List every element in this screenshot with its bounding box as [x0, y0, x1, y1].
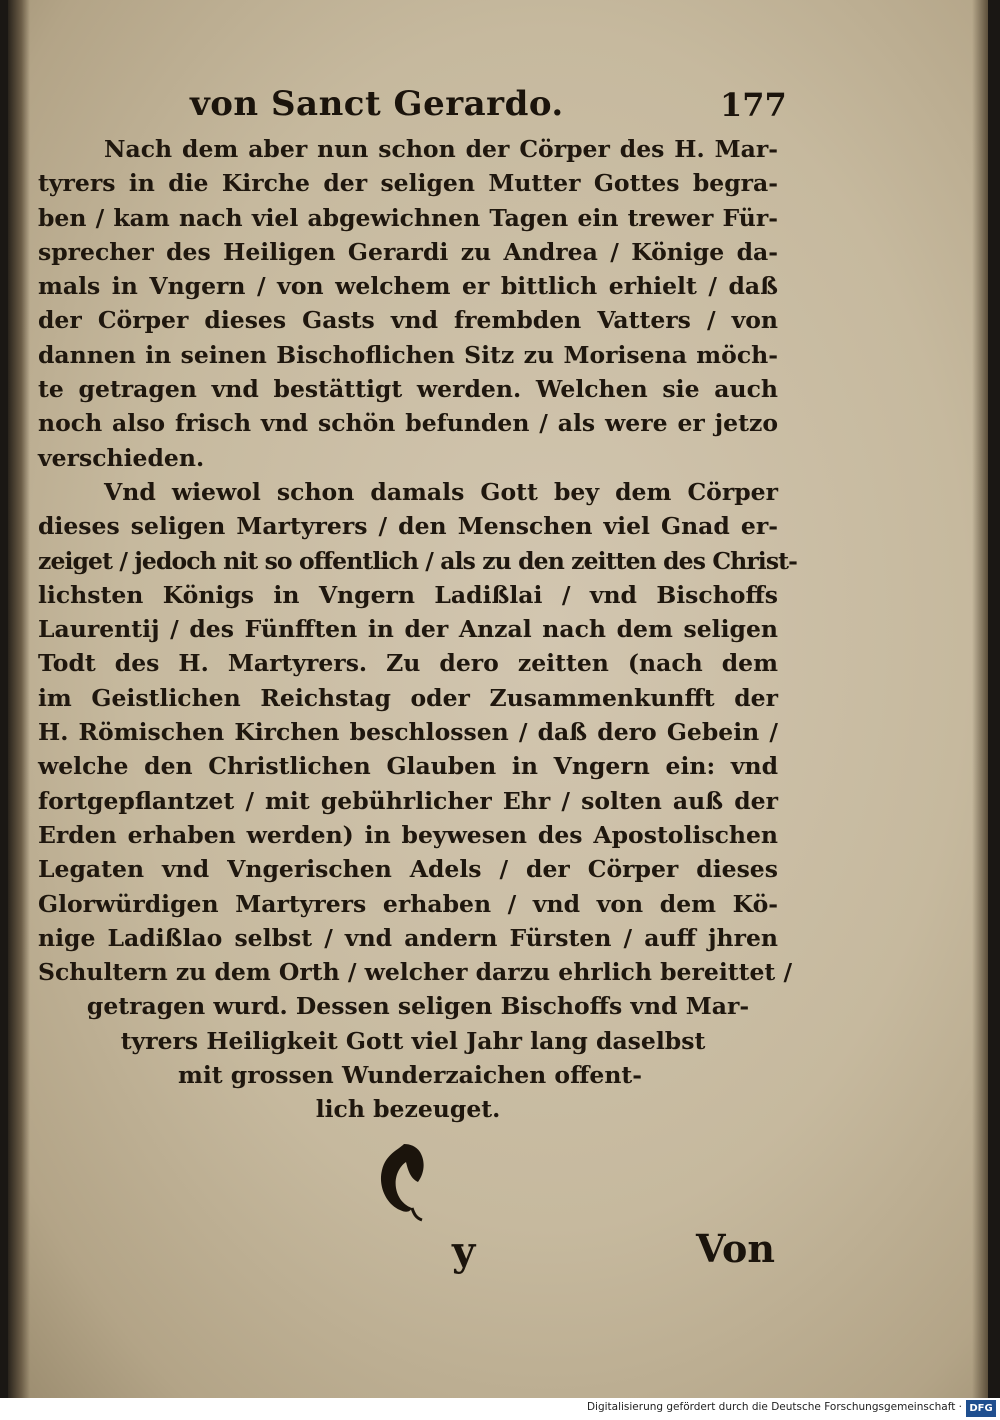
- text-line: noch also frisch vnd schön befunden / als were er jetzo: [38, 409, 778, 438]
- body-text: [38, 132, 797, 1127]
- scanned-page: [8, 0, 988, 1398]
- text-line: dannen in seinen Bischoflichen Sitz zu Morisena möch-: [38, 340, 778, 369]
- page-outer-edge: [972, 0, 988, 1398]
- text-line: Erden erhaben werden) in beywesen des Apostolischen: [38, 820, 778, 849]
- text-line: tyrers in die Kirche der seligen Mutter Gottes begra-: [38, 169, 778, 198]
- text-line: dieses seligen Martyrers / den Menschen viel Gnad er-: [38, 512, 778, 541]
- text-line: te getragen vnd bestättigt werden. Welchen sie auch: [38, 375, 778, 404]
- text-line: mit grossen Wunderzaichen offent-: [177, 1061, 643, 1090]
- text-line: H. Römischen Kirchen beschlossen / daß dero Gebein /: [38, 718, 778, 747]
- funding-credit: Digitalisierung gefördert durch die Deutsche Forschungsgemeinschaft ·: [586, 1401, 962, 1413]
- text-line: lich bezeuget.: [315, 1095, 501, 1124]
- running-title: von Sanct Gerardo.: [190, 84, 564, 124]
- text-line: zeiget / jedoch nit so offentlich / als zu den zeitten des Christ-: [38, 546, 797, 575]
- text-line: Vnd wiewol schon damals Gott bey dem Cörper: [104, 477, 778, 506]
- text-line: sprecher des Heiligen Gerardi zu Andrea / Könige da-: [38, 237, 778, 266]
- text-line: Legaten vnd Vngerischen Adels / der Cörper dieses: [38, 855, 778, 884]
- text-line: ben / kam nach viel abgewichnen Tagen ein trewer Für-: [38, 203, 778, 232]
- text-line: der Cörper dieses Gasts vnd frembden Vatters / von: [38, 306, 778, 335]
- text-line: fortgepflantzet / mit gebührlicher Ehr / solten auß der: [38, 786, 778, 815]
- dfg-logo: DFG: [966, 1400, 996, 1417]
- text-line: Glorwürdigen Martyrers erhaben / vnd von dem Kö-: [38, 889, 778, 918]
- text-line: tyrers Heiligkeit Gott viel Jahr lang daselbst: [120, 1026, 706, 1055]
- text-line: im Geistlichen Reichstag oder Zusammenkunfft der: [38, 683, 778, 712]
- text-line: Schultern zu dem Orth / welcher darzu ehrlich bereittet /: [38, 958, 793, 987]
- text-line: nige Ladißlao selbst / vnd andern Fürsten / auff jhren: [38, 923, 778, 952]
- signature-mark: y: [452, 1228, 476, 1275]
- page-number: 177: [720, 86, 787, 124]
- footer-bar: [0, 1398, 1000, 1420]
- text-line: mals in Vngern / von welchem er bittlich erhielt / daß: [38, 272, 778, 301]
- page-binding-shadow: [8, 0, 30, 1398]
- text-line: Todt des H. Martyrers. Zu dero zeitten (nach dem: [38, 649, 778, 678]
- text-line: Nach dem aber nun schon der Cörper des H. Mar-: [104, 135, 778, 163]
- text-line: lichsten Königs in Vngern Ladißlai / vnd Bischoffs: [38, 580, 778, 609]
- text-line: Laurentij / des Fünfften in der Anzal nach dem seligen: [38, 615, 778, 644]
- page-header: [8, 84, 988, 128]
- text-line: welche den Christlichen Glauben in Vngern ein: vnd: [38, 752, 778, 781]
- text-line: verschieden.: [38, 443, 205, 472]
- text-line: getragen wurd. Dessen seligen Bischoffs vnd Mar-: [86, 992, 750, 1021]
- catchword: Von: [696, 1226, 775, 1271]
- hedera-leaf-ornament-icon: [376, 1140, 432, 1222]
